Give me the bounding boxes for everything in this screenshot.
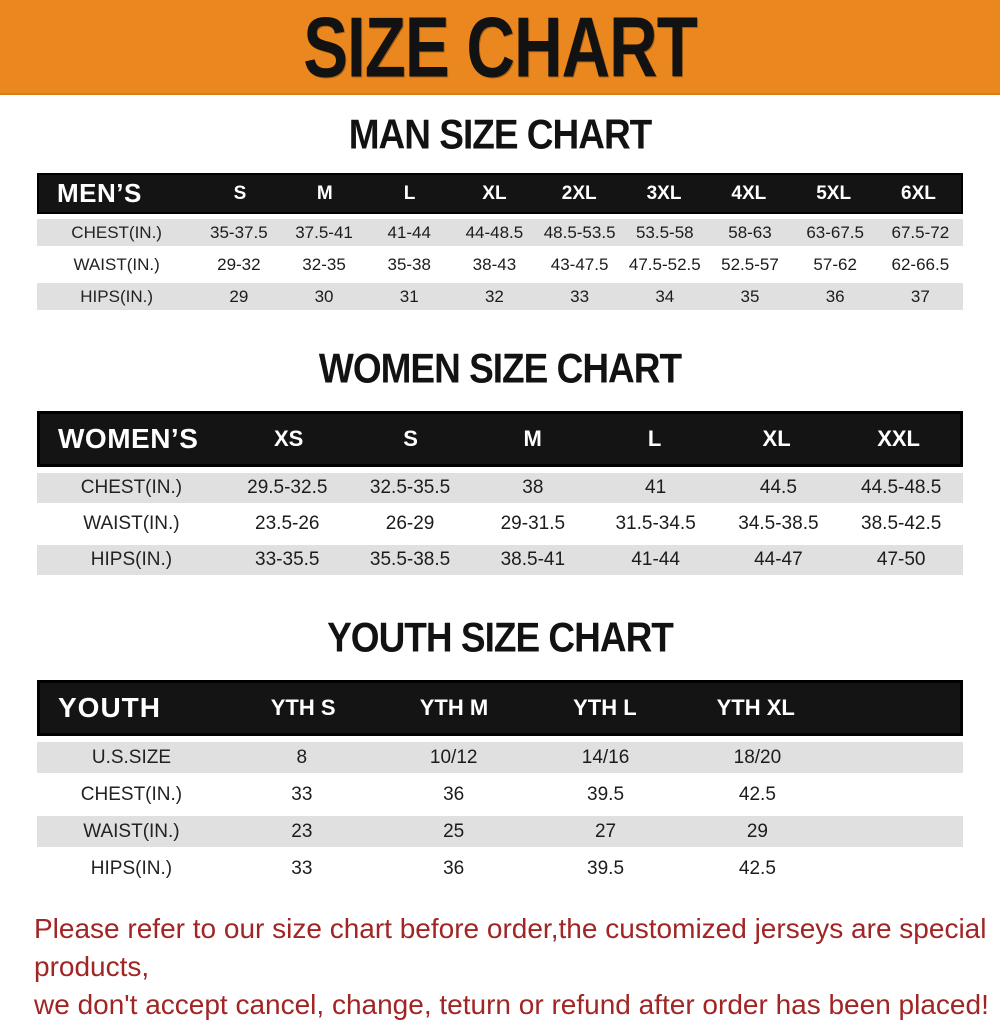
women-waist-row (37, 509, 963, 539)
cell: 36 (443, 857, 465, 879)
youth-size-col: YTH S (270, 695, 336, 720)
women-size-col: L (647, 426, 662, 451)
men-waist-row (37, 251, 963, 278)
row-label: HIPS(IN.) (90, 857, 173, 879)
women-size-col: S (403, 426, 418, 451)
row-label: CHEST(IN.) (80, 783, 183, 805)
row-label: HIPS(IN.) (90, 549, 173, 570)
cell: 35-37.5 (210, 222, 268, 242)
cell: 27 (594, 820, 617, 842)
men-header-label: MEN’S (57, 178, 142, 208)
cell: 33 (291, 783, 313, 805)
disclaimer-line-2: we don't accept cancel, change, teturn or refund after order has been placed! (34, 989, 989, 1020)
cell: 43-47.5 (550, 254, 609, 274)
cell: 23 (291, 820, 313, 842)
cell: 8 (296, 746, 308, 768)
youth-size-col: YTH M (419, 695, 489, 720)
men-size-col: M (316, 182, 333, 204)
men-size-col: 5XL (816, 182, 852, 204)
cell: 31.5-34.5 (615, 513, 696, 534)
cell: 47-50 (876, 549, 926, 570)
youth-size-col: YTH L (573, 695, 637, 720)
cell: 38-43 (472, 254, 517, 274)
cell: 53.5-58 (635, 222, 694, 242)
cell: 44.5-48.5 (861, 477, 942, 498)
cell: 26-29 (385, 513, 435, 534)
cell: 36 (825, 286, 845, 306)
row-label: CHEST(IN.) (71, 222, 162, 242)
cell: 41 (645, 477, 667, 498)
cell: 35 (740, 286, 760, 306)
cell: 48.5-53.5 (543, 222, 616, 242)
size-chart-banner (0, 0, 1000, 95)
cell: 52.5-57 (721, 254, 779, 274)
women-section-heading: WOMEN SIZE CHART (318, 345, 682, 392)
cell: 42.5 (738, 857, 776, 879)
cell: 34 (655, 286, 675, 306)
disclaimer-line-1: Please refer to our size chart before order,the customized jerseys are special products, (34, 913, 987, 982)
cell: 67.5-72 (891, 222, 950, 242)
cell: 37 (910, 286, 930, 306)
cell: 34.5-38.5 (738, 513, 819, 534)
cell: 33 (291, 857, 313, 879)
cell: 36 (443, 783, 465, 805)
women-size-col: XL (762, 426, 791, 451)
men-size-col: L (403, 182, 416, 204)
cell: 33-35.5 (255, 549, 320, 570)
cell: 47.5-52.5 (628, 254, 701, 274)
men-size-col: XL (482, 182, 507, 204)
women-size-col: M (523, 426, 542, 451)
cell: 44.5 (759, 477, 797, 498)
men-size-col: 4XL (731, 182, 767, 204)
women-hips-row (37, 545, 963, 575)
women-table-header (37, 411, 963, 467)
cell: 57-62 (813, 254, 857, 274)
cell: 30 (314, 286, 334, 306)
cell: 29-32 (217, 254, 261, 274)
youth-size-col: YTH XL (716, 695, 795, 720)
youth-waist-row (37, 816, 963, 847)
men-size-col: 2XL (561, 182, 597, 204)
cell: 63-67.5 (806, 222, 864, 242)
cell: 62-66.5 (891, 254, 950, 274)
women-chest-row (37, 473, 963, 503)
cell: 37.5-41 (295, 222, 353, 242)
cell: 10/12 (429, 746, 478, 768)
women-size-col: XXL (877, 426, 920, 451)
cell: 38 (522, 477, 544, 498)
cell: 35.5-38.5 (369, 549, 451, 570)
man-section-heading: MAN SIZE CHART (348, 111, 652, 158)
cell: 29-31.5 (500, 513, 566, 534)
banner-title: SIZE CHART (303, 0, 697, 95)
row-label: WAIST(IN.) (73, 254, 160, 274)
order-disclaimer (34, 910, 1000, 1024)
cell: 29 (229, 286, 249, 306)
men-size-col: 3XL (646, 182, 682, 204)
cell: 32 (484, 286, 504, 306)
cell: 18/20 (733, 746, 782, 768)
cell: 39.5 (587, 783, 625, 805)
women-size-col: XS (273, 426, 304, 451)
cell: 41-44 (631, 549, 680, 570)
youth-table-header (37, 680, 963, 736)
cell: 35-38 (387, 254, 431, 274)
cell: 42.5 (738, 783, 776, 805)
cell: 25 (443, 820, 465, 842)
cell: 44-47 (754, 549, 803, 570)
men-chest-row (37, 219, 963, 246)
row-label: WAIST(IN.) (83, 513, 180, 534)
cell: 38.5-41 (500, 549, 566, 570)
cell: 32.5-35.5 (369, 477, 451, 498)
youth-ussize-row (37, 742, 963, 773)
men-table-header (37, 173, 963, 214)
cell: 32-35 (302, 254, 346, 274)
cell: 14/16 (581, 746, 630, 768)
row-label: HIPS(IN.) (80, 286, 153, 306)
cell: 29.5-32.5 (247, 477, 328, 498)
youth-section-heading: YOUTH SIZE CHART (327, 614, 673, 661)
men-size-col: S (233, 182, 247, 204)
youth-chest-row (37, 779, 963, 810)
row-label: WAIST(IN.) (83, 820, 180, 842)
women-size-table (37, 411, 963, 575)
men-size-table (37, 173, 963, 310)
row-label: CHEST(IN.) (80, 477, 183, 498)
men-hips-row (37, 283, 963, 310)
cell: 39.5 (587, 857, 625, 879)
cell: 44-48.5 (465, 222, 524, 242)
row-label: U.S.SIZE (91, 746, 172, 768)
cell: 33 (570, 286, 590, 306)
women-header-label: WOMEN’S (58, 423, 199, 454)
cell: 58-63 (728, 222, 772, 242)
cell: 31 (399, 286, 419, 306)
youth-header-label: YOUTH (58, 692, 161, 723)
cell: 23.5-26 (255, 513, 320, 534)
youth-size-table (37, 680, 963, 884)
men-size-col: 6XL (901, 182, 936, 204)
youth-hips-row (37, 853, 963, 884)
cell: 29 (746, 820, 768, 842)
cell: 38.5-42.5 (861, 513, 942, 534)
cell: 41-44 (387, 222, 431, 242)
